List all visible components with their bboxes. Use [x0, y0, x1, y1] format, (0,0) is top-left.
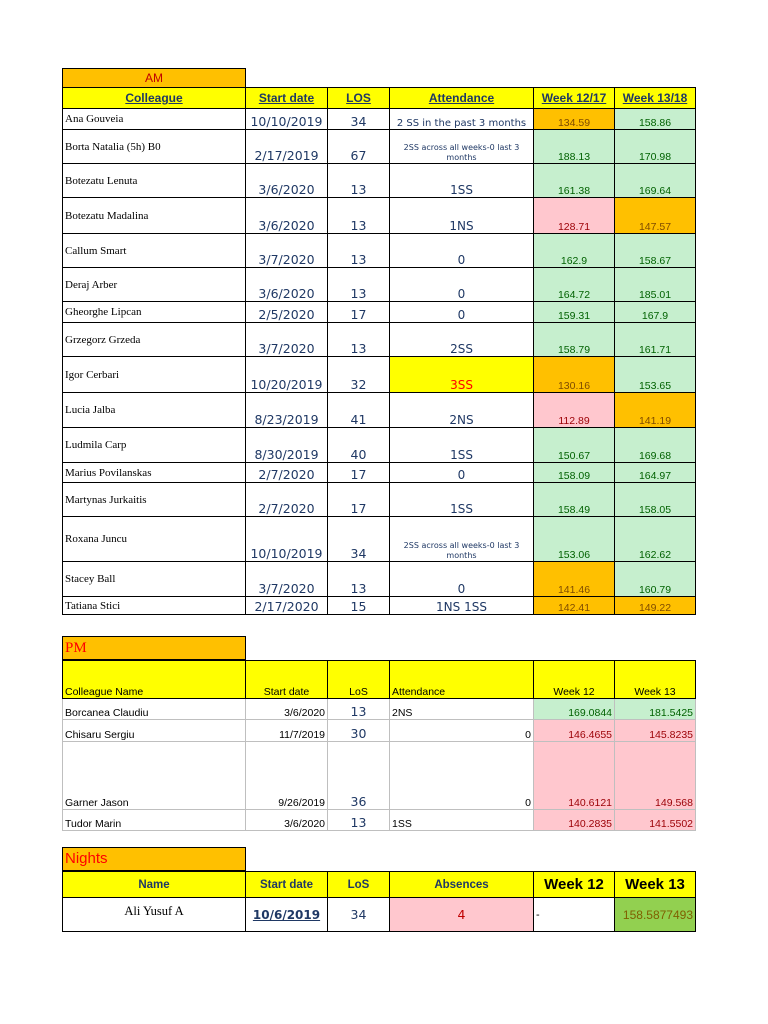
pm-name: Garner Jason — [63, 742, 246, 810]
pm-week2: 141.5502 — [615, 810, 696, 831]
am-name: Grzegorz Grzeda — [63, 323, 246, 357]
am-name: Ludmila Carp — [63, 428, 246, 463]
am-start: 3/6/2020 — [246, 164, 328, 198]
pm-name: Chisaru Sergiu — [63, 720, 246, 742]
nights-header-row — [63, 872, 696, 898]
am-week2: 153.65 — [615, 357, 696, 393]
pm-row — [63, 742, 696, 810]
am-los: 67 — [328, 130, 390, 164]
am-attendance: 1NS 1SS — [390, 597, 534, 615]
am-col-attendance: Attendance — [390, 88, 534, 109]
am-row — [63, 198, 696, 234]
am-week2: 160.79 — [615, 562, 696, 597]
am-los: 17 — [328, 463, 390, 483]
am-week2: 158.67 — [615, 234, 696, 268]
pm-start: 11/7/2019 — [246, 720, 328, 742]
am-attendance: 2NS — [390, 393, 534, 428]
am-attendance: 2SS across all weeks-0 last 3 months — [390, 517, 534, 562]
nights-col-start: Start date — [246, 872, 328, 898]
am-week2: 167.9 — [615, 302, 696, 323]
am-los: 13 — [328, 268, 390, 302]
am-start: 2/7/2020 — [246, 483, 328, 517]
am-los: 13 — [328, 323, 390, 357]
am-week2: 185.01 — [615, 268, 696, 302]
nights-table — [62, 871, 696, 932]
pm-attendance: 1SS — [390, 810, 534, 831]
pm-row — [63, 720, 696, 742]
pm-week1: 146.4655 — [534, 720, 615, 742]
am-week1: 142.41 — [534, 597, 615, 615]
am-week1: 141.46 — [534, 562, 615, 597]
am-start: 2/17/2019 — [246, 130, 328, 164]
pm-los: 36 — [328, 742, 390, 810]
am-los: 13 — [328, 562, 390, 597]
pm-week2: 145.8235 — [615, 720, 696, 742]
pm-label — [62, 636, 246, 660]
am-label-text: AM — [145, 71, 163, 85]
am-name: Callum Smart — [63, 234, 246, 268]
am-week2: 162.62 — [615, 517, 696, 562]
nights-absences: 4 — [390, 898, 534, 932]
am-attendance: 0 — [390, 268, 534, 302]
am-row — [63, 463, 696, 483]
am-header-row — [63, 88, 696, 109]
pm-attendance: 2NS — [390, 699, 534, 720]
am-attendance: 0 — [390, 463, 534, 483]
am-name: Lucia Jalba — [63, 393, 246, 428]
nights-week2: 158.5877493 — [615, 898, 696, 932]
pm-col-week1: Week 12 — [534, 661, 615, 699]
am-name: Deraj Arber — [63, 268, 246, 302]
am-los: 17 — [328, 302, 390, 323]
am-attendance: 1SS — [390, 164, 534, 198]
pm-col-start: Start date — [246, 661, 328, 699]
am-week2: 169.64 — [615, 164, 696, 198]
am-col-week2: Week 13/18 — [615, 88, 696, 109]
am-start: 8/30/2019 — [246, 428, 328, 463]
am-los: 41 — [328, 393, 390, 428]
nights-col-week2: Week 13 — [615, 872, 696, 898]
am-start: 3/7/2020 — [246, 562, 328, 597]
am-los: 34 — [328, 517, 390, 562]
am-attendance: 2SS across all weeks-0 last 3 months — [390, 130, 534, 164]
am-start: 10/10/2019 — [246, 109, 328, 130]
pm-col-week2: Week 13 — [615, 661, 696, 699]
pm-week1: 140.2835 — [534, 810, 615, 831]
am-row — [63, 483, 696, 517]
am-name: Ana Gouveia — [63, 109, 246, 130]
pm-name: Tudor Marin — [63, 810, 246, 831]
pm-col-attendance: Attendance — [390, 661, 534, 699]
nights-col-week1: Week 12 — [534, 872, 615, 898]
am-name: Tatiana Stici — [63, 597, 246, 615]
pm-header-row — [63, 661, 696, 699]
am-attendance: 0 — [390, 302, 534, 323]
am-row — [63, 357, 696, 393]
am-row — [63, 164, 696, 198]
am-week1: 158.49 — [534, 483, 615, 517]
am-los: 13 — [328, 198, 390, 234]
am-name: Roxana Juncu — [63, 517, 246, 562]
am-col-start: Start date — [246, 88, 328, 109]
nights-row — [63, 898, 696, 932]
am-col-colleague: Colleague — [63, 88, 246, 109]
am-week1: 130.16 — [534, 357, 615, 393]
am-week1: 128.71 — [534, 198, 615, 234]
am-week1: 134.59 — [534, 109, 615, 130]
am-week2: 164.97 — [615, 463, 696, 483]
am-start: 3/6/2020 — [246, 198, 328, 234]
am-start: 10/20/2019 — [246, 357, 328, 393]
am-start: 8/23/2019 — [246, 393, 328, 428]
am-los: 15 — [328, 597, 390, 615]
am-week1: 153.06 — [534, 517, 615, 562]
pm-attendance: 0 — [390, 720, 534, 742]
am-row — [63, 234, 696, 268]
am-start: 2/5/2020 — [246, 302, 328, 323]
am-col-week1: Week 12/17 — [534, 88, 615, 109]
pm-row — [63, 699, 696, 720]
am-week1: 150.67 — [534, 428, 615, 463]
pm-col-los: LoS — [328, 661, 390, 699]
nights-start: 10/6/2019 — [246, 898, 328, 932]
am-row — [63, 562, 696, 597]
nights-label-text: Nights — [65, 850, 108, 867]
am-los: 13 — [328, 164, 390, 198]
pm-start: 3/6/2020 — [246, 699, 328, 720]
am-attendance: 1SS — [390, 483, 534, 517]
am-attendance: 0 — [390, 562, 534, 597]
pm-name: Borcanea Claudiu — [63, 699, 246, 720]
nights-col-name: Name — [63, 872, 246, 898]
am-week2: 170.98 — [615, 130, 696, 164]
am-start: 3/6/2020 — [246, 268, 328, 302]
am-row — [63, 268, 696, 302]
nights-col-absences: Absences — [390, 872, 534, 898]
am-attendance: 3SS — [390, 357, 534, 393]
pm-week1: 140.6121 — [534, 742, 615, 810]
am-week1: 162.9 — [534, 234, 615, 268]
am-week2: 169.68 — [615, 428, 696, 463]
am-los: 32 — [328, 357, 390, 393]
am-start: 2/17/2020 — [246, 597, 328, 615]
am-name: Stacey Ball — [63, 562, 246, 597]
am-row — [63, 597, 696, 615]
am-attendance: 0 — [390, 234, 534, 268]
pm-col-name: Colleague Name — [63, 661, 246, 699]
am-week1: 158.79 — [534, 323, 615, 357]
am-attendance: 2 SS in the past 3 months — [390, 109, 534, 130]
am-los: 40 — [328, 428, 390, 463]
am-week2: 141.19 — [615, 393, 696, 428]
am-row — [63, 517, 696, 562]
am-week2: 149.22 — [615, 597, 696, 615]
pm-label-text: PM — [65, 640, 87, 656]
am-week1: 188.13 — [534, 130, 615, 164]
pm-week2: 181.5425 — [615, 699, 696, 720]
am-name: Igor Cerbari — [63, 357, 246, 393]
am-name: Botezatu Madalina — [63, 198, 246, 234]
pm-los: 30 — [328, 720, 390, 742]
am-name: Botezatu Lenuta — [63, 164, 246, 198]
am-attendance: 1SS — [390, 428, 534, 463]
nights-name: Ali Yusuf A — [63, 898, 246, 932]
pm-row — [63, 810, 696, 831]
am-start: 3/7/2020 — [246, 234, 328, 268]
am-attendance: 2SS — [390, 323, 534, 357]
am-week2: 147.57 — [615, 198, 696, 234]
am-week2: 161.71 — [615, 323, 696, 357]
pm-los: 13 — [328, 810, 390, 831]
nights-week1: - — [534, 898, 615, 932]
am-week1: 112.89 — [534, 393, 615, 428]
nights-los: 34 — [328, 898, 390, 932]
am-row — [63, 323, 696, 357]
pm-start: 3/6/2020 — [246, 810, 328, 831]
am-row — [63, 130, 696, 164]
am-week2: 158.86 — [615, 109, 696, 130]
am-name: Marius Povilanskas — [63, 463, 246, 483]
pm-attendance: 0 — [390, 742, 534, 810]
pm-week1: 169.0844 — [534, 699, 615, 720]
am-attendance: 1NS — [390, 198, 534, 234]
am-los: 13 — [328, 234, 390, 268]
am-label — [62, 68, 246, 88]
am-los: 17 — [328, 483, 390, 517]
am-start: 3/7/2020 — [246, 323, 328, 357]
am-start: 10/10/2019 — [246, 517, 328, 562]
pm-table — [62, 660, 696, 831]
am-week2: 158.05 — [615, 483, 696, 517]
am-name: Borta Natalia (5h) B0 — [63, 130, 246, 164]
am-start: 2/7/2020 — [246, 463, 328, 483]
am-week1: 159.31 — [534, 302, 615, 323]
am-name: Martynas Jurkaitis — [63, 483, 246, 517]
pm-los: 13 — [328, 699, 390, 720]
pm-start: 9/26/2019 — [246, 742, 328, 810]
am-table — [62, 87, 696, 615]
nights-label — [62, 847, 246, 871]
am-col-los: LOS — [328, 88, 390, 109]
am-name: Gheorghe Lipcan — [63, 302, 246, 323]
am-row — [63, 393, 696, 428]
am-row — [63, 428, 696, 463]
nights-col-los: LoS — [328, 872, 390, 898]
am-week1: 164.72 — [534, 268, 615, 302]
pm-week2: 149.568 — [615, 742, 696, 810]
am-week1: 158.09 — [534, 463, 615, 483]
am-week1: 161.38 — [534, 164, 615, 198]
am-row — [63, 302, 696, 323]
am-los: 34 — [328, 109, 390, 130]
am-row — [63, 109, 696, 130]
